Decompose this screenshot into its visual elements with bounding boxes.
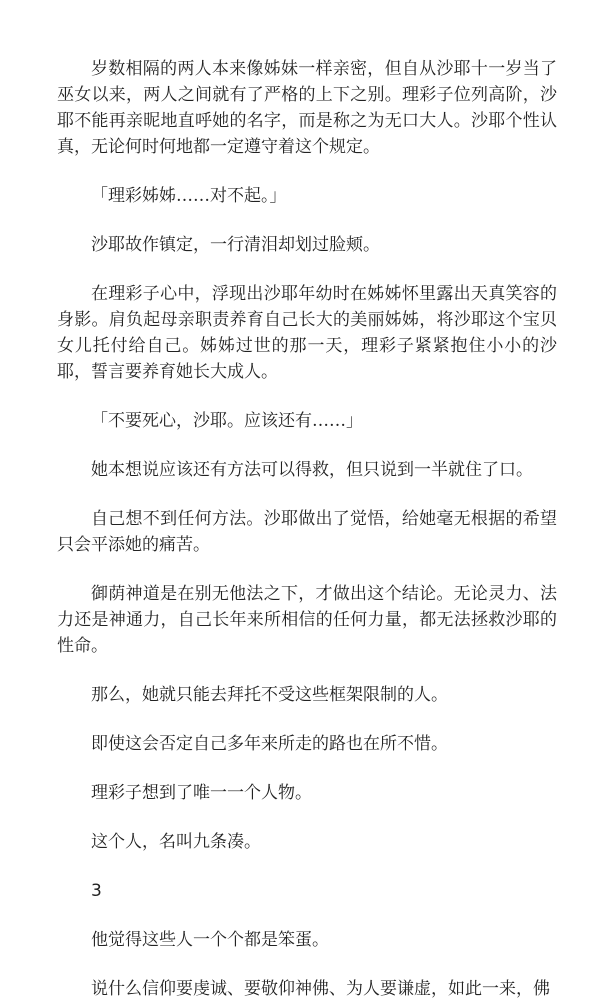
paragraph-fools: 他觉得这些人一个个都是笨蛋。 [91,930,329,950]
paragraph-conclusion: 御荫神道是在别无他法之下，才做出这个结论。无论灵力、法力还是神通力，自己长年来所相信的任何力量，都无法拯救沙耶的性命。 [57,584,557,656]
paragraph-name: 这个人，名叫九条凑。 [91,832,261,852]
paragraph-deny-path: 即使这会否定自己多年来所走的路也在所不惜。 [91,734,448,754]
paragraph-tears: 沙耶故作镇定，一行清泪却划过脸颊。 [91,235,380,255]
paragraph-memory: 在理彩子心中，浮现出沙耶年幼时在姊姊怀里露出天真笑容的身影。肩负起母亲职责养育自己长大的美丽姊姊，将沙耶这个宝贝女儿托付给自己。姊姊过世的那一天，理彩子紧紧抱住小小的沙耶，誓言要养育她长大成人。 [57,284,557,382]
paragraph-dialogue-apology: 「理彩姊姊……对不起。」 [91,186,287,206]
section-number: 3 [91,881,102,901]
paragraph-stopped-speaking: 她本想说应该还有方法可以得救，但只说到一半就住了口。 [91,460,533,480]
paragraph-ask-outsider: 那么，她就只能去拜托不受这些框架限制的人。 [91,685,448,705]
paragraph-one-person: 理彩子想到了唯一一个人物。 [91,783,312,803]
document-body [57,56,557,1002]
paragraph-dialogue-dont-give-up: 「不要死心，沙耶。应该还有……」 [91,411,363,431]
paragraph-sisterly-bond: 岁数相隔的两人本来像姊妹一样亲密，但自从沙耶十一岁当了巫女以来，两人之间就有了严格的上下之别。理彩子位列高阶，沙耶不能再亲昵地直呼她的名字，而是称之为无口大人。沙耶个性认真，无论何时何地都一定遵守着这个规定。 [57,59,557,157]
paragraph-faith: 说什么信仰要虔诚、要敬仰神佛、为人要谦虚，如此一来，佛 [91,979,550,999]
paragraph-no-method: 自己想不到任何方法。沙耶做出了觉悟，给她毫无根据的希望只会平添她的痛苦。 [57,509,557,555]
